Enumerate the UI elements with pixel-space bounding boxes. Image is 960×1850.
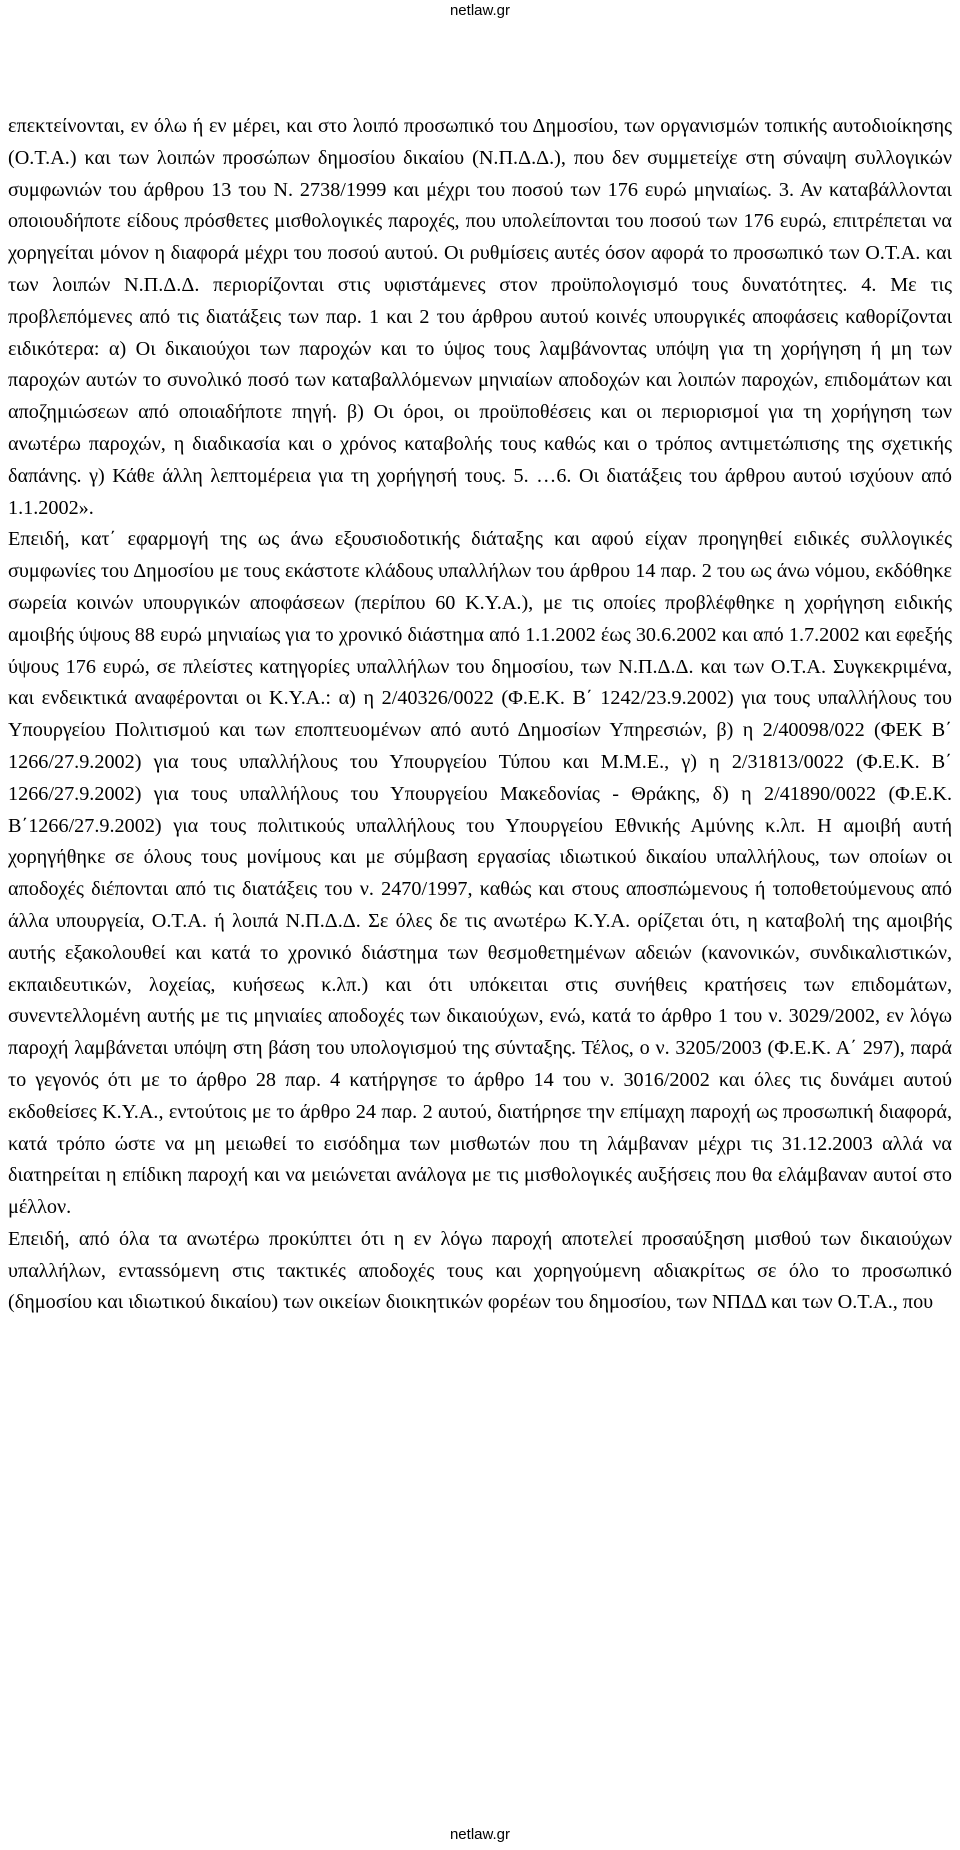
paragraph-1: επεκτείνονται, εν όλω ή εν μέρει, και στο λοιπό προσωπικό του Δημοσίου, των οργανισμών τοπικής αυτοδιοίκησης (Ο.Τ.Α.) και των λοιπών προσώπων δημοσίου δικαίου (Ν.Π.Δ.Δ.), που δεν συμμετείχε στη σύναψη συλλογικών συμφωνιών του άρθρου 13 του Ν. 2738/1999 και μέχρι του ποσού των 176 ευρώ μηνιαίως. 3. Αν καταβάλλονται οποιουδήποτε είδους πρόσθετες μισθολογικές παροχές, που υπολείπονται του ποσού των 176 ευρώ, επιτρέπεται να χορηγείται μόνον η διαφορά μέχρι του ποσού αυτού. Οι ρυθμίσεις αυτές όσον αφορά το προσωπικό των Ο.Τ.Α. και των λοιπών Ν.Π.Δ.Δ. περιορίζονται στις υφιστάμενες στον προϋπολογισμό τους δυνατότητες. 4. Με τις προβλεπόμενες από τις διατάξεις των παρ. 1 και 2 του άρθρου αυτού κοινές υπουργικές αποφάσεις καθορίζονται ειδικότερα: α) Οι δικαιούχοι των παροχών και το ύψος τους λαμβάνοντας υπόψη για τη χορήγηση ή μη των παροχών αυτών το συνολικό ποσό των καταβαλλόμενων μηνιαίων αποδοχών και λοιπών παροχών, επιδομάτων και αποζημιώσεων από οποιαδήποτε πηγή. β) Οι όροι, οι προϋποθέσεις και οι περιορισμοί για τη χορήγηση των ανωτέρω παροχών, η διαδικασία και ο χρόνος καταβολής τους καθώς και ο τρόπος αντιμετώπισης της σχετικής δαπάνης. γ) Κάθε άλλη λεπτομέρεια για τη χορήγησή τους. 5. …6. Οι διατάξεις του άρθρου αυτού ισχύουν από 1.1.2002». — [8, 115, 952, 519]
paragraph-3: Επειδή, από όλα τα ανωτέρω προκύπτει ότι η εν λόγω παροχή αποτελεί προσαύξηση μισθού των δικαιούχων υπαλλήλων, ενταssόμενη στις τακτικές αποδοχές τους και χορηγούμενη αδιακρίτως σε όλο το προσωπικό (δημοσίου και ιδιωτικού δικαίου) των οικείων διοικητικών φορέων του δημοσίου, των ΝΠΔΔ και των Ο.Τ.Α., που — [8, 1227, 952, 1314]
page-footer-site-name: netlaw.gr — [449, 1826, 511, 1843]
page-header-site-name: netlaw.gr — [449, 2, 511, 19]
document-body — [8, 111, 952, 1319]
paragraph-2: Επειδή, κατ΄ εφαρμογή της ως άνω εξουσιοδοτικής διάταξης και αφού είχαν προηγηθεί ειδικές συλλογικές συμφωνίες του Δημοσίου με τους εκάστοτε κλάδους υπαλλήλων του άρθρου 14 παρ. 2 του ως άνω νόμου, εκδόθηκε σωρεία κοινών υπουργικών αποφάσεων (περίπου 60 Κ.Υ.Α.), με τις οποίες προβλέφθηκε η χορήγηση ειδικής αμοιβής ύψους 88 ευρώ μηνιαίως για το χρονικό διάστημα από 1.1.2002 έως 30.6.2002 και από 1.7.2002 και εφεξής ύψους 176 ευρώ, σε πλείστες κατηγορίες υπαλλήλων του δημοσίου, των Ν.Π.Δ.Δ. και των Ο.Τ.Α. Συγκεκριμένα, και ενδεικτικά αναφέρονται οι Κ.Υ.Α.: α) η 2/40326/0022 (Φ.Ε.Κ. Β΄ 1242/23.9.2002) για τους υπαλλήλους του Υπουργείου Πολιτισμού και των εποπτευομένων από αυτό Δημοσίων Υπηρεσιών, β) η 2/40098/022 (ΦΕΚ Β΄ 1266/27.9.2002) για τους υπαλλήλους του Υπουργείου Τύπου και Μ.Μ.Ε., γ) η 2/31813/0022 (Φ.Ε.Κ. Β΄ 1266/27.9.2002) για τους υπαλλήλους του Υπουργείου Μακεδονίας - Θράκης, δ) η 2/41890/0022 (Φ.Ε.Κ. Β΄1266/27.9.2002) για τους πολιτικούς υπαλλήλους του Υπουργείου Εθνικής Αμύνης κ.λπ. Η αμοιβή αυτή χορηγήθηκε σε όλους τους μονίμους και με σύμβαση εργασίας ιδιωτικού δικαίου υπαλλήλους, των οποίων οι αποδοχές διέπονται από τις διατάξεις του ν. 2470/1997, καθώς και στους αποσπώμενους ή τοποθετούμενους από άλλα υπουργεία, Ο.Τ.Α. ή λοιπά Ν.Π.Δ.Δ. Σε όλες δε τις ανωτέρω Κ.Υ.Α. ορίζεται ότι, η καταβολή της αμοιβής αυτής εξακολουθεί και κατά το χρονικό διάστημα των θεσμοθετημένων αδειών (κανονικών, συνδικαλιστικών, εκπαιδευτικών, λοχείας, κυήσεως κ.λπ.) και ότι υπόκειται στις συνήθεις κρατήσεις των επιδομάτων, συνεντελλομένη αυτής με τις μηνιαίες αποδοχές των δικαιούχων, ενώ, κατά το άρθρο 1 του ν. 3029/2002, εν λόγω παροχή λαμβάνεται υπόψη στη βάση του υπολογισμού της σύνταξης. Τέλος, ο ν. 3205/2003 (Φ.Ε.Κ. Α΄ 297), παρά το γεγονός ότι με το άρθρο 28 παρ. 4 κατήργησε το άρθρο 14 του ν. 3016/2002 και όλες τις δυνάμει αυτού εκδοθείσες Κ.Υ.Α., εντούτοις με το άρθρο 24 παρ. 2 αυτού, διατήρησε την επίμαχη παροχή ως προσωπική διαφορά, κατά τρόπο ώστε να μη μειωθεί το εισόδημα των μισθωτών που τη λάμβαναν μέχρι τις 31.12.2003 αλλά να διατηρείται η επίδικη παροχή και να μειώνεται ανάλογα με τις μισθολογικές αυξήσεις που θα ελάμβαναν αυτοί στο μέλλον. — [8, 528, 952, 1219]
